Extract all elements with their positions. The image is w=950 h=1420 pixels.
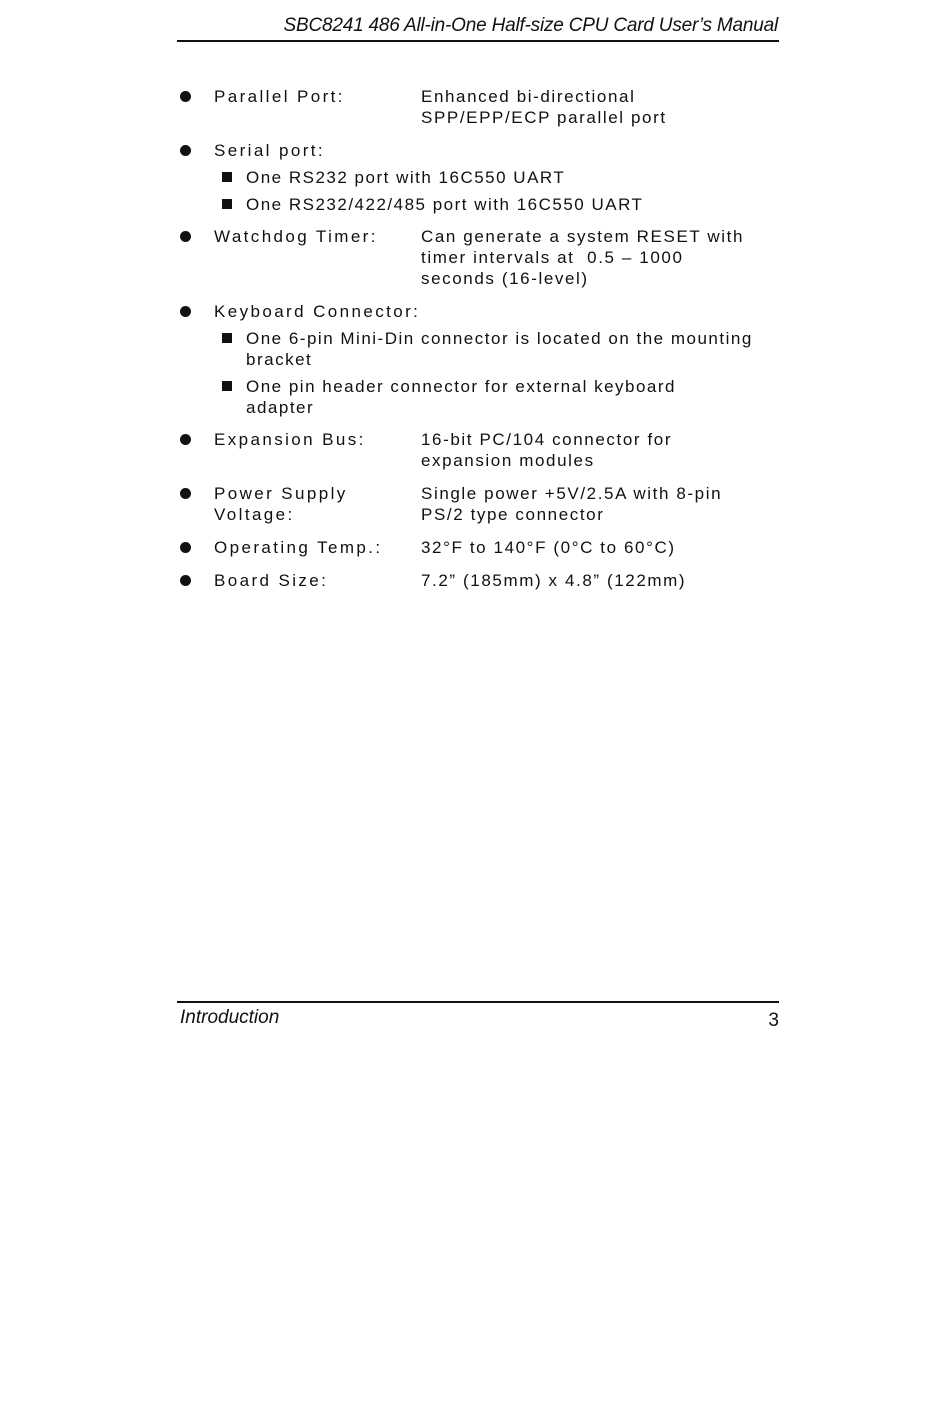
bullet-icon bbox=[180, 231, 191, 242]
bullet-icon bbox=[180, 306, 191, 317]
bullet-icon bbox=[180, 488, 191, 499]
bullet-icon bbox=[180, 542, 191, 553]
bullet-icon bbox=[180, 575, 191, 586]
sub-item-text: One 6-pin Mini-Din connector is located on the mounting bracket bbox=[246, 329, 753, 369]
spec-value: Enhanced bi-directional SPP/EPP/ECP parallel port bbox=[421, 87, 667, 127]
square-bullet-icon bbox=[222, 199, 232, 209]
square-bullet-icon bbox=[222, 172, 232, 182]
footer-rule bbox=[177, 1001, 779, 1003]
spec-value: 32°F to 140°F (0°C to 60°C) bbox=[421, 538, 676, 557]
spec-value: 7.2” (185mm) x 4.8” (122mm) bbox=[421, 571, 687, 590]
spec-label: Expansion Bus: bbox=[214, 430, 366, 449]
page-number: 3 bbox=[768, 1010, 779, 1031]
sub-item-text: One RS232 port with 16C550 UART bbox=[246, 168, 566, 187]
spec-value: Single power +5V/2.5A with 8-pin PS/2 type connector bbox=[421, 484, 723, 524]
spec-value: 16-bit PC/104 connector for expansion modules bbox=[421, 430, 673, 470]
bullet-icon bbox=[180, 434, 191, 445]
bullet-icon bbox=[180, 145, 191, 156]
square-bullet-icon bbox=[222, 381, 232, 391]
spec-label: Watchdog Timer: bbox=[214, 227, 378, 246]
spec-label: Operating Temp.: bbox=[214, 538, 383, 557]
sub-item-text: One pin header connector for external keyboard adapter bbox=[246, 377, 677, 417]
spec-value: Can generate a system RESET with timer intervals at 0.5 – 1000 seconds (16-level) bbox=[421, 227, 745, 288]
square-bullet-icon bbox=[222, 333, 232, 343]
spec-label: Serial port: bbox=[214, 141, 326, 160]
spec-label: Keyboard Connector: bbox=[214, 302, 421, 321]
spec-label: Parallel Port: bbox=[214, 87, 345, 106]
spec-label: Power Supply Voltage: bbox=[214, 484, 348, 524]
footer-section-title: Introduction bbox=[180, 1007, 280, 1028]
spec-label: Board Size: bbox=[214, 571, 329, 590]
sub-item-text: One RS232/422/485 port with 16C550 UART bbox=[246, 195, 644, 214]
page-header-title: SBC8241 486 All-in-One Half-size CPU Card User’s Manual bbox=[283, 15, 778, 36]
bullet-icon bbox=[180, 91, 191, 102]
